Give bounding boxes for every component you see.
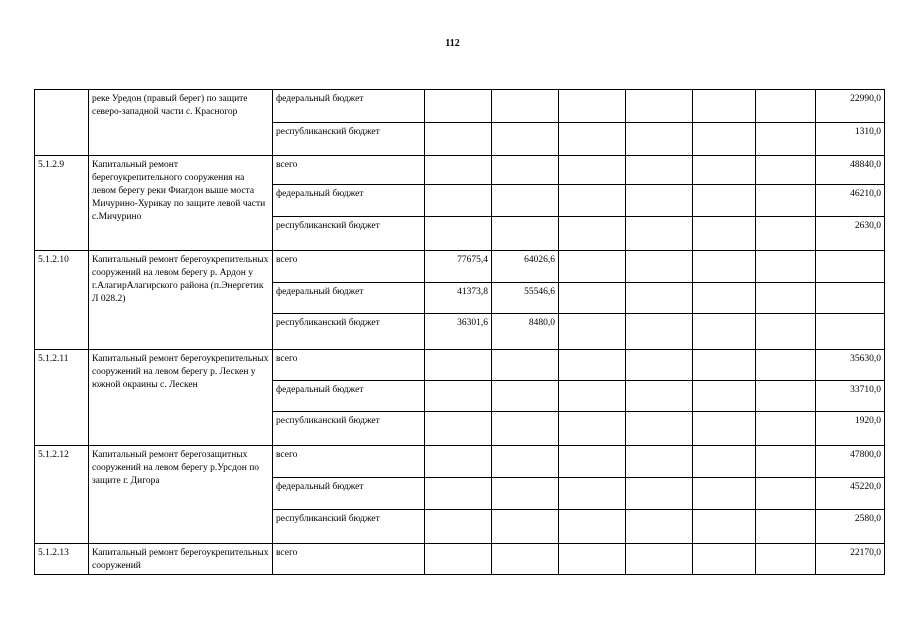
total-cell xyxy=(816,251,885,283)
value-cell xyxy=(492,90,559,123)
empty-cell xyxy=(693,446,756,478)
funding-source: республиканский бюджет xyxy=(273,314,425,350)
value-cell xyxy=(492,156,559,185)
total-cell: 35630,0 xyxy=(816,350,885,381)
empty-cell xyxy=(756,251,816,283)
empty-cell xyxy=(756,381,816,412)
empty-cell xyxy=(756,446,816,478)
value-cell xyxy=(425,381,492,412)
budget-table xyxy=(34,89,885,575)
total-cell: 1920,0 xyxy=(816,412,885,446)
item-name: реке Уредон (правый берег) по защите северо-западной части с. Красногор xyxy=(89,90,273,156)
funding-source: федеральный бюджет xyxy=(273,478,425,510)
value-cell: 8480,0 xyxy=(492,314,559,350)
empty-cell xyxy=(693,90,756,123)
item-code: 5.1.2.12 xyxy=(35,446,89,544)
total-cell: 46210,0 xyxy=(816,185,885,217)
value-cell xyxy=(425,90,492,123)
funding-source: всего xyxy=(273,446,425,478)
empty-cell xyxy=(559,350,626,381)
empty-cell xyxy=(693,123,756,156)
empty-cell xyxy=(626,510,693,544)
empty-cell xyxy=(693,510,756,544)
value-cell: 64026,6 xyxy=(492,251,559,283)
total-cell xyxy=(816,314,885,350)
total-cell xyxy=(816,283,885,314)
funding-source: республиканский бюджет xyxy=(273,412,425,446)
empty-cell xyxy=(756,350,816,381)
funding-source: федеральный бюджет xyxy=(273,90,425,123)
total-cell: 22990,0 xyxy=(816,90,885,123)
empty-cell xyxy=(693,314,756,350)
total-cell: 2580,0 xyxy=(816,510,885,544)
value-cell xyxy=(492,381,559,412)
value-cell xyxy=(425,156,492,185)
empty-cell xyxy=(559,544,626,575)
value-cell xyxy=(425,350,492,381)
empty-cell xyxy=(693,381,756,412)
empty-cell xyxy=(626,90,693,123)
value-cell xyxy=(425,478,492,510)
funding-source: всего xyxy=(273,350,425,381)
value-cell xyxy=(425,544,492,575)
item-name: Капитальный ремонт берегоукрепительных сооружений на левом берегу р. Ардон у г.АлагирАлагирского района (п.Энергетик Л 028.2) xyxy=(89,251,273,350)
value-cell: 55546,6 xyxy=(492,283,559,314)
empty-cell xyxy=(559,283,626,314)
empty-cell xyxy=(626,251,693,283)
empty-cell xyxy=(756,283,816,314)
value-cell xyxy=(425,217,492,251)
table-row xyxy=(35,350,885,381)
item-code: 5.1.2.10 xyxy=(35,251,89,350)
funding-source: всего xyxy=(273,544,425,575)
value-cell xyxy=(425,412,492,446)
value-cell xyxy=(425,446,492,478)
item-name: Капитальный ремонт берегоукрепительного сооружения на левом берегу реки Фиагдон выше моста Мичурино-Хурикау по защите левой части с.Мичурино xyxy=(89,156,273,251)
value-cell: 36301,6 xyxy=(425,314,492,350)
empty-cell xyxy=(756,314,816,350)
total-cell: 45220,0 xyxy=(816,478,885,510)
empty-cell xyxy=(559,123,626,156)
empty-cell xyxy=(756,510,816,544)
item-name: Капитальный ремонт берегозащитных сооружений на левом берегу р.Урсдон по защите г. Дигора xyxy=(89,446,273,544)
empty-cell xyxy=(693,350,756,381)
funding-source: республиканский бюджет xyxy=(273,217,425,251)
value-cell xyxy=(492,123,559,156)
value-cell xyxy=(492,478,559,510)
empty-cell xyxy=(626,217,693,251)
empty-cell xyxy=(756,544,816,575)
empty-cell xyxy=(626,478,693,510)
value-cell xyxy=(492,350,559,381)
value-cell: 41373,8 xyxy=(425,283,492,314)
empty-cell xyxy=(693,283,756,314)
table-row xyxy=(35,90,885,123)
item-code xyxy=(35,90,89,156)
total-cell: 22170,0 xyxy=(816,544,885,575)
funding-source: федеральный бюджет xyxy=(273,381,425,412)
total-cell: 33710,0 xyxy=(816,381,885,412)
empty-cell xyxy=(626,381,693,412)
value-cell xyxy=(425,185,492,217)
empty-cell xyxy=(626,156,693,185)
empty-cell xyxy=(693,478,756,510)
page-number: 112 xyxy=(445,38,460,49)
empty-cell xyxy=(559,446,626,478)
value-cell xyxy=(492,185,559,217)
empty-cell xyxy=(626,412,693,446)
empty-cell xyxy=(559,90,626,123)
empty-cell xyxy=(693,412,756,446)
empty-cell xyxy=(693,217,756,251)
empty-cell xyxy=(756,478,816,510)
table-row xyxy=(35,544,885,575)
value-cell xyxy=(425,510,492,544)
empty-cell xyxy=(756,217,816,251)
item-name: Капитальный ремонт берегоукрепительных сооружений на левом берегу р. Лескен у южной окраины с. Лескен xyxy=(89,350,273,446)
empty-cell xyxy=(559,412,626,446)
table-row xyxy=(35,156,885,185)
total-cell: 47800,0 xyxy=(816,446,885,478)
funding-source: республиканский бюджет xyxy=(273,510,425,544)
value-cell xyxy=(425,123,492,156)
item-code: 5.1.2.9 xyxy=(35,156,89,251)
value-cell xyxy=(492,217,559,251)
item-code: 5.1.2.11 xyxy=(35,350,89,446)
empty-cell xyxy=(756,123,816,156)
empty-cell xyxy=(559,478,626,510)
empty-cell xyxy=(559,156,626,185)
empty-cell xyxy=(756,156,816,185)
empty-cell xyxy=(756,185,816,217)
funding-source: федеральный бюджет xyxy=(273,185,425,217)
funding-source: всего xyxy=(273,156,425,185)
empty-cell xyxy=(693,156,756,185)
empty-cell xyxy=(626,350,693,381)
total-cell: 48840,0 xyxy=(816,156,885,185)
value-cell xyxy=(492,412,559,446)
empty-cell xyxy=(693,251,756,283)
empty-cell xyxy=(559,314,626,350)
empty-cell xyxy=(626,446,693,478)
funding-source: республиканский бюджет xyxy=(273,123,425,156)
funding-source: всего xyxy=(273,251,425,283)
value-cell: 77675,4 xyxy=(425,251,492,283)
empty-cell xyxy=(626,185,693,217)
item-code: 5.1.2.13 xyxy=(35,544,89,575)
empty-cell xyxy=(626,283,693,314)
table-row xyxy=(35,446,885,478)
table-row xyxy=(35,251,885,283)
empty-cell xyxy=(626,123,693,156)
value-cell xyxy=(492,510,559,544)
empty-cell xyxy=(626,544,693,575)
empty-cell xyxy=(559,381,626,412)
empty-cell xyxy=(693,185,756,217)
empty-cell xyxy=(559,185,626,217)
value-cell xyxy=(492,446,559,478)
empty-cell xyxy=(693,544,756,575)
empty-cell xyxy=(756,412,816,446)
value-cell xyxy=(492,544,559,575)
total-cell: 2630,0 xyxy=(816,217,885,251)
empty-cell xyxy=(559,510,626,544)
item-name: Капитальный ремонт берегоукрепительных сооружений xyxy=(89,544,273,575)
empty-cell xyxy=(626,314,693,350)
empty-cell xyxy=(756,90,816,123)
funding-source: федеральный бюджет xyxy=(273,283,425,314)
total-cell: 1310,0 xyxy=(816,123,885,156)
empty-cell xyxy=(559,217,626,251)
empty-cell xyxy=(559,251,626,283)
